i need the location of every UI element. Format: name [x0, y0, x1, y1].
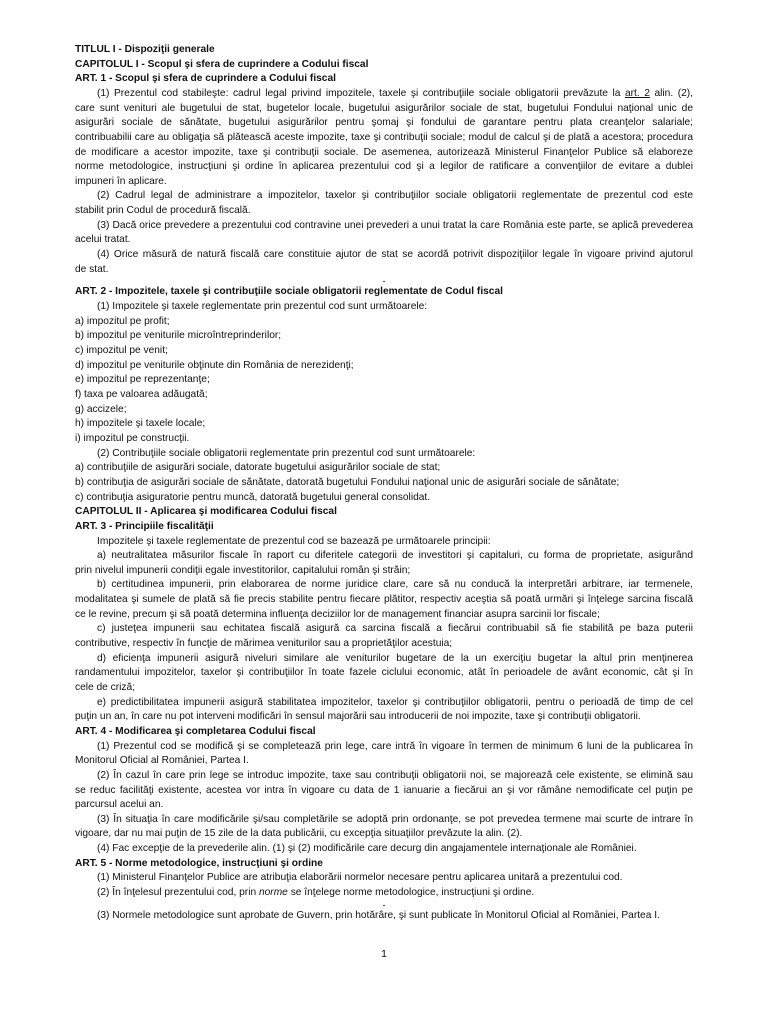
- art4-p2-line2: se reduc facilităţi existente, acestea vor intra în vigoare cu data de 1 ianuarie a fiecărui an şi vor rămâne nemodificate cel puţin pe: [75, 784, 693, 796]
- art4-p4: (4) Fac excepţie de la prevederile alin. (1) şi (2) modificările care decurg din angajamentele internaţionale ale României.: [97, 843, 637, 855]
- art4-p3-line1: (3) În situaţia în care modificările şi/sau completările se adoptă prin ordonanţe, se pot prevedea termene mai scurte de intrare în: [97, 813, 693, 825]
- art3-intro: Impozitele şi taxele reglementate de prezentul cod se bazează pe următoarele principii:: [97, 535, 491, 547]
- chapter1-heading: CAPITOLUL I - Scopul şi sfera de cuprindere a Codului fiscal: [75, 58, 369, 70]
- art3-a-line1: a) neutralitatea măsurilor fiscale în raport cu diferitele categorii de investitori şi capitaluri, cu forma de proprietate, asigurând: [97, 550, 693, 562]
- art3-c-line1: c) justeţea impunerii sau echitatea fiscală asigură ca sarcina fiscală a fiecărui contribuabil să fie stabilită pe baza puterii: [97, 623, 693, 635]
- art2-item: a) impozitul pe profit;: [75, 315, 170, 327]
- art2-item: g) accizele;: [75, 403, 127, 415]
- art5-p3: (3) Normele metodologice sunt aprobate de Guvern, prin hotărâre, şi sunt publicate în Monitorul Oficial al României, Partea I.: [97, 909, 660, 921]
- art2-item: i) impozitul pe construcţii.: [75, 432, 190, 444]
- art5-p2: [75, 886, 693, 901]
- art3-e-line2: puţin un an, în care nu pot interveni modificări în sensul majorării sau introducerii de noi impozite, taxe şi contribuţii obligatorii.: [75, 711, 641, 723]
- art2-item: e) impozitul pe reprezentanţe;: [75, 374, 210, 386]
- art2-contrib-item: a) contribuţiile de asigurări sociale, datorate bugetului asigurărilor sociale de stat;: [75, 462, 441, 474]
- art1-p2-line1: (2) Cadrul legal de administrare a impozitelor, taxelor şi contribuţiilor sociale obligatorii reglementate de prezentul cod este: [97, 190, 693, 202]
- page-number: 1: [381, 948, 387, 960]
- art1-p4-line1: (4) Orice măsură de natură fiscală care constituie ajutor de stat se acordă potrivit dispoziţiilor legale în vigoare privind ajutorul: [97, 249, 693, 261]
- art2-contrib-item: c) contribuţia asiguratorie pentru muncă, datorată bugetului general consolidat.: [75, 491, 431, 503]
- art3-a-line2: prin nivelul impunerii condiţii egale investitorilor, capitalului român şi străin;: [75, 564, 411, 576]
- art3-b-line3: ce le revine, precum şi să poată determina influenţa deciziilor lor de management financiar asupra sarcinii lor fiscale;: [75, 608, 600, 620]
- art1-p1-line2: care sunt venituri ale bugetului de stat, bugetelor locale, bugetului asigurărilor sociale de stat, bugetului Fondului naţional unic de: [75, 102, 693, 114]
- art1-p1-line6: norme metodologice, instrucţiuni şi ordine în aplicarea prezentului cod şi a legilor de ratificare a convenţiilor de evitare a dublei: [75, 161, 693, 173]
- art4-heading: ART. 4 - Modificarea şi completarea Codului fiscal: [75, 725, 316, 737]
- art4-p1-line2: Monitorul Oficial al României, Partea I.: [75, 755, 249, 767]
- art3-heading: ART. 3 - Principiile fiscalităţii: [75, 520, 214, 532]
- art3-d-line2: randamentului impozitelor, taxelor şi contribuţiilor în toate fazele ciclului economic, atât în perioadele de avânt economic, cât şi în: [75, 667, 693, 679]
- art5-p1: (1) Ministerul Finanţelor Publice are atribuţia elaborării normelor necesare pentru aplicarea unitară a prezentului cod.: [97, 872, 623, 884]
- art5-p2-term: norme: [258, 887, 288, 899]
- art3-c-line2: contributive, respectiv în funcţie de mărimea veniturilor sau a proprietăţilor acestuia;: [75, 638, 453, 650]
- document-page: [75, 43, 693, 923]
- art3-b-line2: modalitatea şi sumele de plată să fie precis stabilite pentru fiecare plătitor, respectiv aceştia să poată urmări şi înţelege sarcina fiscală: [75, 594, 693, 606]
- art3-e-line1: e) predictibilitatea impunerii asigură stabilitatea impozitelor, taxelor şi contribuţiilor obligatorii, pentru o perioadă de timp de cel: [97, 696, 693, 708]
- art1-p1-line5: de modificare a acestor impozite, taxe şi contribuţii sociale. De asemenea, autorizează Ministerul Finanţelor Publice să elaboreze: [75, 146, 693, 158]
- chapter2-heading: CAPITOLUL II - Aplicarea şi modificarea Codului fiscal: [75, 506, 337, 518]
- art2-item: d) impozitul pe veniturile obţinute din România de nerezidenţi;: [75, 359, 354, 371]
- art1-p1-text-post: alin. (2),: [649, 87, 693, 99]
- art4-p2-line1: (2) În cazul în care prin lege se introduc impozite, taxe sau contribuţii obligatorii noi, se majorează cele existente, se elimină sau: [97, 769, 693, 781]
- art1-p4-line2: de stat.: [75, 263, 109, 275]
- art1-p2-line2: stabilit prin Codul de procedură fiscală.: [75, 205, 251, 217]
- art1-p1-line3: asigurări sociale de sănătate, bugetului asigurărilor pentru şomaj şi fondului de garantare pentru plata creanţelor salariale;: [75, 117, 693, 129]
- art2-item: c) impozitul pe venit;: [75, 344, 168, 356]
- art1-p1-line7: impuneri în aplicare.: [75, 175, 167, 187]
- art3-d-line3: cele de criză;: [75, 681, 136, 693]
- art5-p2-text-pre: (2) În înţelesul prezentului cod, prin: [97, 887, 259, 899]
- art2-item: h) impozitele şi taxele locale;: [75, 418, 206, 430]
- art2-link[interactable]: art. 2: [625, 87, 650, 99]
- art2-item: b) impozitul pe veniturile microîntreprinderilor;: [75, 330, 282, 342]
- art1-heading: ART. 1 - Scopul şi sfera de cuprindere a Codului fiscal: [75, 73, 336, 85]
- art1-p3-line1: (3) Dacă orice prevedere a prezentului cod contravine unei prevederi a unui tratat la care România este parte, se aplică prevederea: [97, 219, 693, 231]
- art4-p2-line3: parcursul acelui an.: [75, 799, 164, 811]
- separator-dash: -: [382, 899, 386, 910]
- art2-item: f) taxa pe valoarea adăugată;: [75, 388, 208, 400]
- art2-contrib-item: b) contribuţia de asigurări sociale de sănătate, datorată bugetului Fondului naţional unic de asigurări sociale de sănătate;: [75, 476, 620, 488]
- art5-heading: ART. 5 - Norme metodologice, instrucţiuni şi ordine: [75, 857, 323, 869]
- art2-heading: ART. 2 - Impozitele, taxele şi contribuţiile sociale obligatorii reglementate de Codul fiscal: [75, 286, 503, 298]
- art3-d-line1: d) eficienţa impunerii asigură niveluri similare ale veniturilor bugetare de la un exerciţiu bugetar la altul prin menţinerea: [97, 652, 693, 664]
- art1-p1-line4: contribuabilii care au obligaţia să plătească aceste impozite, taxe şi contribuţii sociale; modul de calcul şi de plată a acestora; procedura: [75, 131, 693, 143]
- separator-dash: -: [382, 276, 386, 287]
- art5-p2-text-post: se înţelege norme metodologice, instrucţiuni şi ordine.: [287, 887, 535, 899]
- art1-p1-text-pre: (1) Prezentul cod stabileşte: cadrul legal privind impozitele, taxele şi contribuţiile sociale obligatorii prevăzute la: [97, 87, 625, 99]
- art4-p3-line2: vigoare, dar nu mai puţin de 15 zile de la data publicării, cu excepţia situaţiilor prevăzute la alin. (2).: [75, 828, 523, 840]
- art1-p3-line2: acelui tratat.: [75, 234, 131, 246]
- art1-p1-line1: [75, 87, 693, 102]
- art4-p1-line1: (1) Prezentul cod se modifică şi se completează prin lege, care intră în vigoare în termen de minimum 6 luni de la publicarea în: [97, 740, 693, 752]
- art2-p2: (2) Contribuţiile sociale obligatorii reglementate prin prezentul cod sunt următoarele:: [97, 447, 476, 459]
- art2-p1: (1) Impozitele şi taxele reglementate prin prezentul cod sunt următoarele:: [97, 301, 428, 313]
- art3-b-line1: b) certitudinea impunerii, prin elaborarea de norme juridice clare, care să nu conducă la interpretări arbitrare, iar termenele,: [97, 579, 693, 591]
- title-heading: TITLUL I - Dispoziţii generale: [75, 44, 215, 55]
